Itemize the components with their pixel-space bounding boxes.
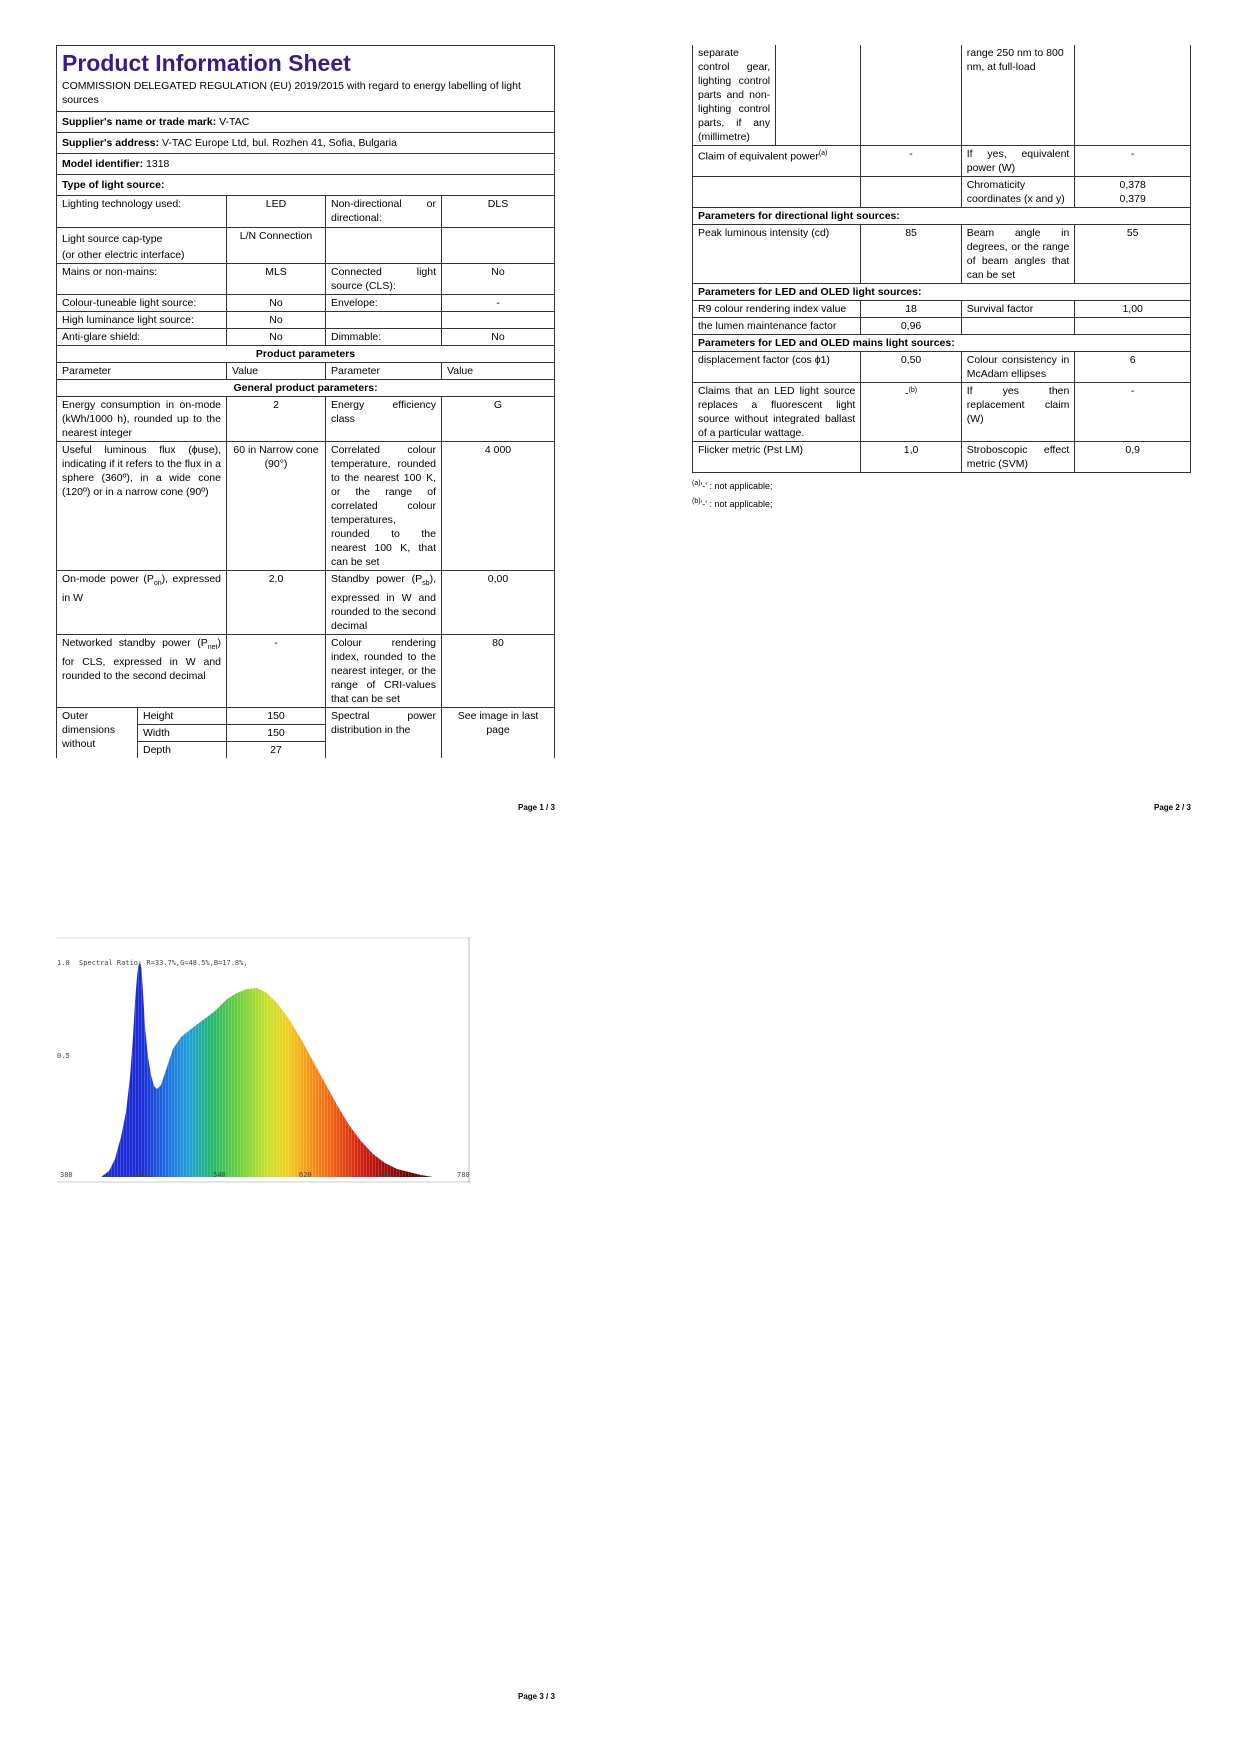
cap-type-value: L/N Connection — [227, 228, 326, 264]
y-tick-label: 1.0 — [57, 959, 70, 967]
replacement-label: If yes then replacement claim (W) — [961, 383, 1075, 442]
anti-glare-value: No — [227, 329, 326, 346]
table-row — [57, 397, 555, 442]
empty-cell — [1075, 318, 1191, 335]
high-lum-value: No — [227, 312, 326, 329]
survival-value: 1,00 — [1075, 301, 1191, 318]
cri-value: 80 — [442, 635, 555, 708]
depth-value: 27 — [227, 742, 326, 759]
page-title: Product Information Sheet — [57, 46, 555, 79]
on-power-text-a: On-mode power (P — [62, 573, 154, 585]
chromaticity-y: 0,379 — [1119, 193, 1146, 205]
energy-class-label: Energy efficiency class — [326, 397, 442, 442]
table-row — [693, 301, 1191, 318]
empty-cell — [861, 45, 961, 146]
empty-cell — [961, 318, 1075, 335]
r9-value: 18 — [861, 301, 961, 318]
table-row — [57, 329, 555, 346]
cct-label: Correlated colour temperature, rounded to the nearest 100 K, or the range of correlated colour temperatures, rounded to the nearest 100 K, that can be set — [326, 442, 442, 571]
equiv-power-label — [693, 146, 861, 177]
footnote-b-text: '-' : not applicable; — [700, 499, 773, 509]
page-number-1: Page 1 / 3 — [518, 803, 555, 812]
page-number-3: Page 3 / 3 — [518, 1692, 555, 1701]
dimmable-value: No — [442, 329, 555, 346]
page-2-sheet — [692, 45, 1191, 512]
general-parameters-heading: General product parameters: — [57, 380, 555, 397]
supplier-address-value: V-TAC Europe Ltd, bul. Rozhen 41, Sofia, Bulgaria — [161, 137, 397, 149]
claims-value — [861, 383, 961, 442]
footnote-a-mark: (a) — [692, 480, 701, 487]
survival-label: Survival factor — [961, 301, 1075, 318]
outer-dims-label: Outer dimensions without — [57, 708, 138, 759]
footnotes — [692, 476, 1191, 512]
lighting-tech-value: LED — [227, 196, 326, 228]
empty-cell — [442, 228, 555, 264]
depth-label: Depth — [138, 742, 227, 759]
anti-glare-label: Anti-glare shield: — [57, 329, 227, 346]
table-row — [693, 383, 1191, 442]
flux-value: 60 in Narrow cone (90°) — [227, 442, 326, 571]
table-row — [693, 442, 1191, 473]
x-tick-label: 460 — [134, 1171, 147, 1179]
table-row — [57, 228, 555, 264]
chromaticity-value — [1075, 177, 1191, 208]
empty-cell — [861, 177, 961, 208]
mcadam-label: Colour consistency in McAdam ellipses — [961, 352, 1075, 383]
on-power-value: 2,0 — [227, 571, 326, 635]
width-label: Width — [138, 725, 227, 742]
replacement-value: - — [1075, 383, 1191, 442]
dimmable-label: Dimmable: — [326, 329, 442, 346]
on-power-sub: on — [153, 580, 162, 588]
lumen-maint-value: 0,96 — [861, 318, 961, 335]
col-value: Value — [227, 363, 326, 380]
lighting-tech-label: Lighting technology used: — [57, 196, 227, 228]
type-heading: Type of light source: — [57, 175, 555, 196]
standby-label — [326, 571, 442, 635]
directional-label: Non-directional or directional: — [326, 196, 442, 228]
page-1-sheet — [56, 45, 554, 758]
regulation-text: COMMISSION DELEGATED REGULATION (EU) 2019/2015 with regard to energy labelling of light sources — [57, 78, 555, 112]
table-row — [693, 352, 1191, 383]
width-value: 150 — [227, 725, 326, 742]
chromaticity-label: Chromaticity coordinates (x and y) — [961, 177, 1075, 208]
net-standby-text-b: ) for CLS, expressed in W and rounded to the second decimal — [62, 637, 221, 683]
spd-label: Spectral power distribution in the — [326, 708, 442, 759]
net-standby-label — [57, 635, 227, 708]
spectral-ratio: Spectral Ratio: R=33.7%,G=48.5%,B=17.8%, — [79, 959, 248, 967]
svm-label: Stroboscopic effect metric (SVM) — [961, 442, 1075, 473]
directional-value: DLS — [442, 196, 555, 228]
energy-consumption-value: 2 — [227, 397, 326, 442]
equiv-power-value: - — [861, 146, 961, 177]
product-info-table-continued — [692, 45, 1191, 473]
beam-value: 55 — [1075, 225, 1191, 284]
energy-consumption-label: Energy consumption in on-mode (kWh/1000 h), rounded up to the nearest integer — [57, 397, 227, 442]
mains-value: MLS — [227, 264, 326, 295]
svm-value: 0,9 — [1075, 442, 1191, 473]
empty-cell — [776, 45, 861, 146]
supplier-name-value: V-TAC — [219, 116, 250, 128]
col-parameter-2: Parameter — [326, 363, 442, 380]
empty-cell — [326, 228, 442, 264]
table-row — [693, 177, 1191, 208]
page-number-2: Page 2 / 3 — [1154, 803, 1191, 812]
standby-text-b: ), expressed in W and rounded to the second decimal — [331, 573, 436, 633]
flux-label: Useful luminous flux (ϕuse), indicating if it refers to the flux in a sphere (360º), in a wide cone (120º) or in a narrow cone (90º) — [57, 442, 227, 571]
supplier-address-label: Supplier's address: — [62, 137, 160, 149]
on-power-label — [57, 571, 227, 635]
net-standby-value: - — [227, 635, 326, 708]
claims-label: Claims that an LED light source replaces a fluorescent light source without integrated ballast of a particular wattage. — [693, 383, 861, 442]
equiv-power-sup: (a) — [818, 150, 828, 157]
table-row — [57, 312, 555, 329]
r9-label: R9 colour rendering index value — [693, 301, 861, 318]
equiv-if-value: - — [1075, 146, 1191, 177]
empty-cell — [326, 312, 442, 329]
claims-sup: (b) — [908, 387, 918, 394]
spectrum-image — [57, 937, 471, 1188]
high-lum-label: High luminance light source: — [57, 312, 227, 329]
height-label: Height — [138, 708, 227, 725]
cls-label: Connected light source (CLS): — [326, 264, 442, 295]
table-header-row — [57, 363, 555, 380]
model-label: Model identifier: — [62, 158, 144, 170]
empty-cell — [693, 177, 861, 208]
table-row — [57, 708, 555, 725]
x-tick-label: 620 — [299, 1171, 312, 1179]
claims-value-text: - — [905, 387, 909, 400]
table-row — [57, 571, 555, 635]
spd-value: See image in last page — [442, 708, 555, 759]
x-tick-label: 780 — [457, 1171, 470, 1179]
mains-label: Mains or non-mains: — [57, 264, 227, 295]
table-row — [693, 45, 1191, 146]
net-standby-text-a: Networked standby power (P — [62, 637, 208, 650]
table-row — [693, 146, 1191, 177]
continued-dims-label: separate control gear, lighting control parts and non-lighting control parts, if any (millimetre) — [693, 45, 776, 146]
table-row — [693, 225, 1191, 284]
peak-value: 85 — [861, 225, 961, 284]
supplier-address — [57, 133, 555, 154]
lumen-maint-label: the lumen maintenance factor — [693, 318, 861, 335]
net-standby-sub: net — [207, 644, 218, 652]
table-row — [693, 318, 1191, 335]
height-value: 150 — [227, 708, 326, 725]
continued-spd-label: range 250 nm to 800 nm, at full-load — [961, 45, 1075, 146]
spectrum-svg — [57, 937, 471, 1183]
cls-value: No — [442, 264, 555, 295]
beam-label: Beam angle in degrees, or the range of beam angles that can be set — [961, 225, 1075, 284]
flicker-label: Flicker metric (Pst LM) — [693, 442, 861, 473]
model-identifier — [57, 154, 555, 175]
product-parameters-heading: Product parameters — [57, 346, 555, 363]
on-power-text-b: ), expressed in W — [62, 573, 222, 605]
table-row — [57, 442, 555, 571]
footnote-b-mark: (b) — [692, 498, 701, 505]
standby-sub: sb — [422, 580, 430, 588]
x-tick-label: 380 — [60, 1171, 73, 1179]
col-parameter: Parameter — [57, 363, 227, 380]
footnote-a-text: '-' : not applicable; — [700, 481, 773, 491]
x-tick-label: 540 — [213, 1171, 226, 1179]
directional-heading: Parameters for directional light sources: — [693, 208, 1191, 225]
disp-value: 0,50 — [861, 352, 961, 383]
standby-text-a: Standby power (P — [331, 573, 423, 585]
product-info-table — [56, 45, 555, 758]
envelope-value: - — [442, 295, 555, 312]
x-tick-label: 700 — [379, 1171, 392, 1179]
empty-cell — [442, 312, 555, 329]
cct-value: 4 000 — [442, 442, 555, 571]
flicker-value: 1,0 — [861, 442, 961, 473]
supplier-name-label: Supplier's name or trade mark: — [62, 116, 217, 128]
model-value: 1318 — [146, 158, 170, 170]
empty-cell — [1075, 45, 1191, 146]
cap-type-sub: (or other electric interface) — [62, 249, 185, 261]
footnote-b — [692, 494, 1191, 512]
energy-class-value: G — [442, 397, 555, 442]
supplier-name — [57, 112, 555, 133]
table-row — [57, 196, 555, 228]
cap-type-label: Light source cap-type — [62, 233, 163, 245]
col-value-2: Value — [442, 363, 555, 380]
table-row — [57, 295, 555, 312]
footnote-a — [692, 476, 1191, 494]
equiv-if-label: If yes, equivalent power (W) — [961, 146, 1075, 177]
equiv-power-text: Claim of equivalent power — [698, 150, 819, 163]
cri-label: Colour rendering index, rounded to the nearest integer, or the range of CRI-values that can be set — [326, 635, 442, 708]
colour-tuneable-value: No — [227, 295, 326, 312]
chromaticity-x: 0,378 — [1119, 179, 1146, 191]
table-row — [57, 264, 555, 295]
led-mains-heading: Parameters for LED and OLED mains light sources: — [693, 335, 1191, 352]
table-row — [57, 635, 555, 708]
colour-tuneable-label: Colour-tuneable light source: — [57, 295, 227, 312]
disp-label: displacement factor (cos ϕ1) — [693, 352, 861, 383]
y-tick-label: 0.5 — [57, 1052, 70, 1060]
led-heading: Parameters for LED and OLED light sources: — [693, 284, 1191, 301]
standby-value: 0,00 — [442, 571, 555, 635]
mcadam-value: 6 — [1075, 352, 1191, 383]
peak-label: Peak luminous intensity (cd) — [693, 225, 861, 284]
cap-type-cell — [57, 228, 227, 264]
envelope-label: Envelope: — [326, 295, 442, 312]
